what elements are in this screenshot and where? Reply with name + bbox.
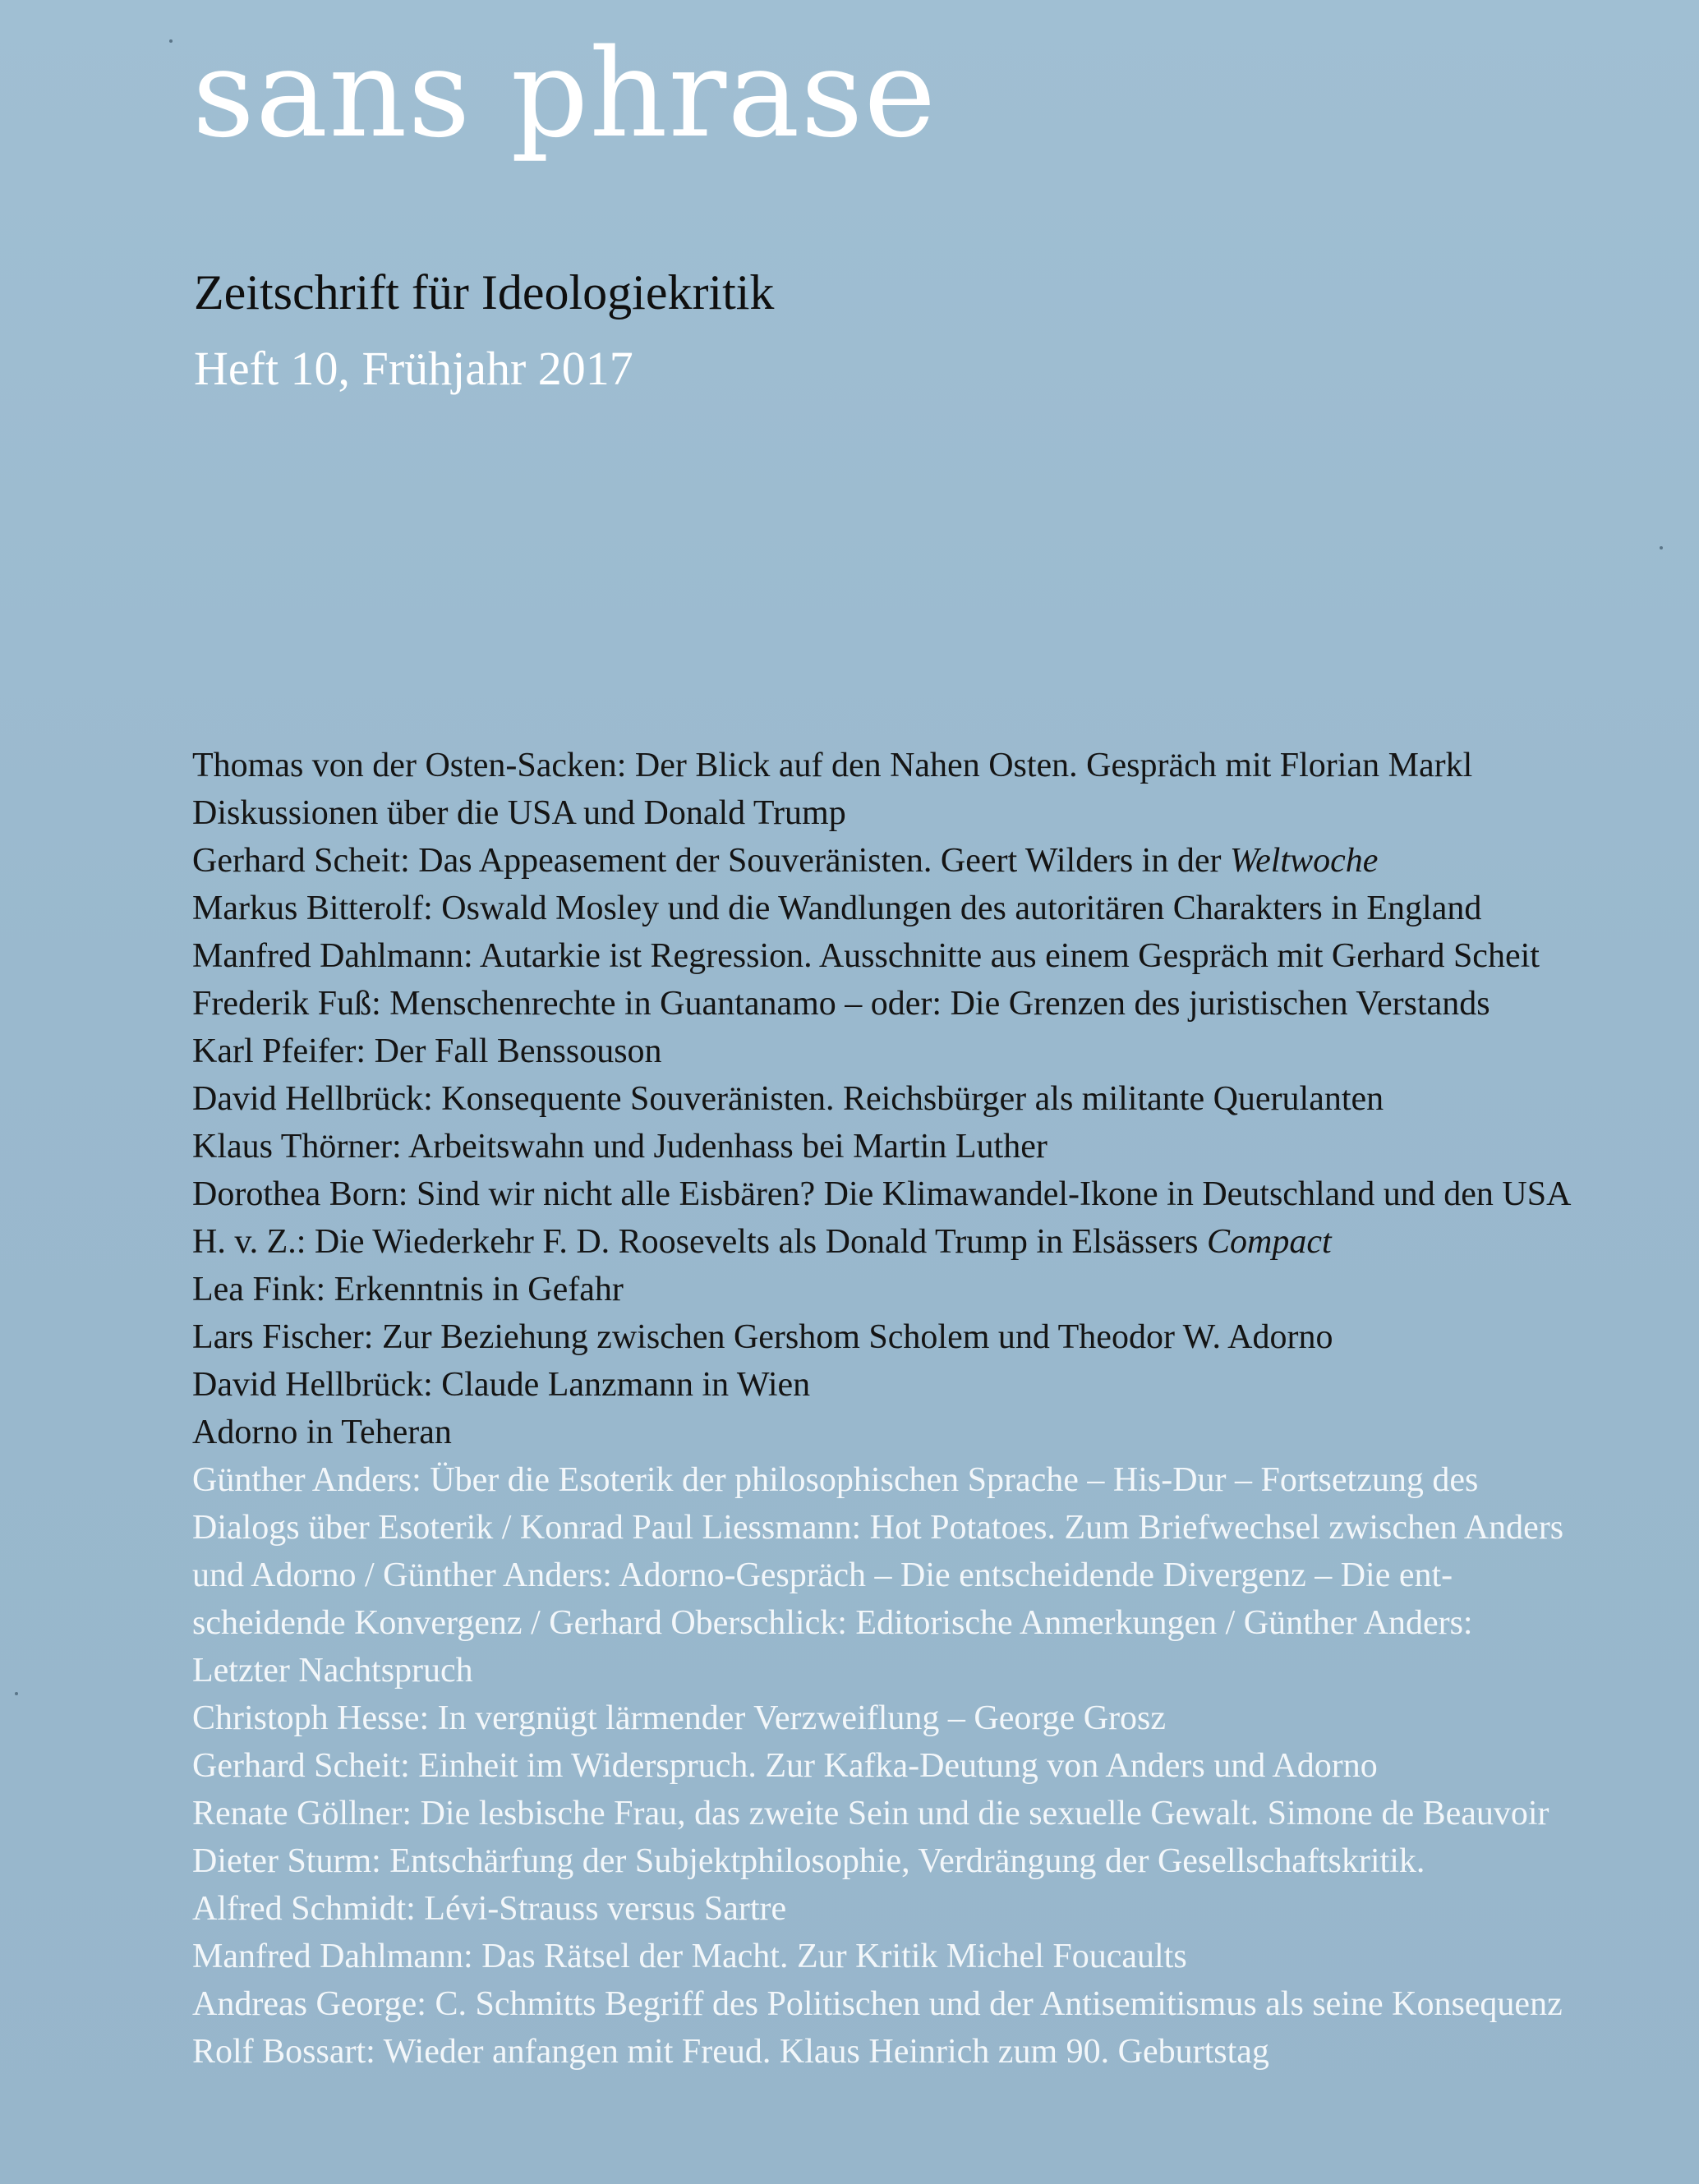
toc-item: Gerhard Scheit: Einheit im Widerspruch. Zur Kafka-Deutung von Anders und Adorno [192, 1747, 1378, 1785]
toc-item: Lars Fischer: Zur Beziehung zwischen Gershom Scholem und Theodor W. Adorno [192, 1318, 1333, 1356]
toc-block-line: Letzter Nachtspruch [192, 1652, 473, 1690]
toc-block-line: Günther Anders: Über die Esoterik der philosophischen Sprache – His-Dur – Fortsetzung des [192, 1461, 1479, 1499]
toc-block-line: scheidende Konvergenz / Gerhard Oberschlick: Editorische Anmerkungen / Günther Anders: [192, 1604, 1473, 1642]
toc-item-italic: Weltwoche [1229, 842, 1379, 880]
toc-item: Lea Fink: Erkenntnis in Gefahr [192, 1271, 624, 1308]
paper-speck [169, 39, 173, 43]
issue-info: Heft 10, Frühjahr 2017 [194, 342, 633, 395]
toc-item: Renate Göllner: Die lesbische Frau, das zweite Sein und die sexuelle Gewalt. Simone de Beauvoir [192, 1795, 1549, 1832]
toc-item: Markus Bitterolf: Oswald Mosley und die Wandlungen des autoritären Charakters in England [192, 890, 1482, 927]
toc-item: Dorothea Born: Sind wir nicht alle Eisbären? Die Klimawandel-Ikone in Deutschland und den USA [192, 1175, 1572, 1213]
toc-item: Rolf Bossart: Wieder anfangen mit Freud. Klaus Heinrich zum 90. Geburtstag [192, 2033, 1269, 2071]
toc-item: H. v. Z.: Die Wiederkehr F. D. Roosevelts als Donald Trump in Elsässers Compact [192, 1223, 1332, 1261]
toc-item: Klaus Thörner: Arbeitswahn und Judenhass bei Martin Luther [192, 1128, 1047, 1166]
masthead-title: sans phrase [192, 23, 937, 164]
paper-speck [15, 1692, 18, 1695]
toc-item: Frederik Fuß: Menschenrechte in Guantanamo – oder: Die Grenzen des juristischen Verstands [192, 985, 1490, 1023]
toc-item: Adorno in Teheran [192, 1414, 452, 1451]
toc-block-line: und Adorno / Günther Anders: Adorno-Gespräch – Die entscheidende Divergenz – Die ent- [192, 1556, 1453, 1594]
table-of-contents [192, 742, 1671, 2076]
toc-item: David Hellbrück: Claude Lanzmann in Wien [192, 1366, 811, 1404]
toc-item: Dieter Sturm: Entschärfung der Subjektphilosophie, Verdrängung der Gesellschaftskritik. [192, 1842, 1425, 1880]
paper-speck [1660, 546, 1663, 549]
toc-item: Andreas George: C. Schmitts Begriff des Politischen und der Antisemitismus als seine Konsequenz [192, 1985, 1563, 2023]
toc-item: Thomas von der Osten-Sacken: Der Blick auf den Nahen Osten. Gespräch mit Florian Markl [192, 747, 1473, 784]
toc-block-line: Dialogs über Esoterik / Konrad Paul Liessmann: Hot Potatoes. Zum Briefwechsel zwischen Anders [192, 1509, 1564, 1547]
toc-item: Alfred Schmidt: Lévi-Strauss versus Sartre [192, 1890, 787, 1928]
toc-item: David Hellbrück: Konsequente Souveränisten. Reichsbürger als militante Querulanten [192, 1080, 1384, 1118]
toc-item: Gerhard Scheit: Das Appeasement der Souveränisten. Geert Wilders in der Weltwoche [192, 842, 1379, 880]
toc-item: Christoph Hesse: In vergnügt lärmender Verzweiflung – George Grosz [192, 1699, 1167, 1737]
toc-item: Manfred Dahlmann: Autarkie ist Regression. Ausschnitte aus einem Gespräch mit Gerhard Scheit [192, 937, 1540, 975]
toc-item: Manfred Dahlmann: Das Rätsel der Macht. Zur Kritik Michel Foucaults [192, 1938, 1187, 1975]
toc-item: Diskussionen über die USA und Donald Trump [192, 794, 846, 832]
toc-item-italic: Compact [1207, 1223, 1332, 1261]
magazine-subtitle: Zeitschrift für Ideologiekritik [194, 265, 775, 320]
toc-item: Karl Pfeifer: Der Fall Benssouson [192, 1032, 662, 1070]
